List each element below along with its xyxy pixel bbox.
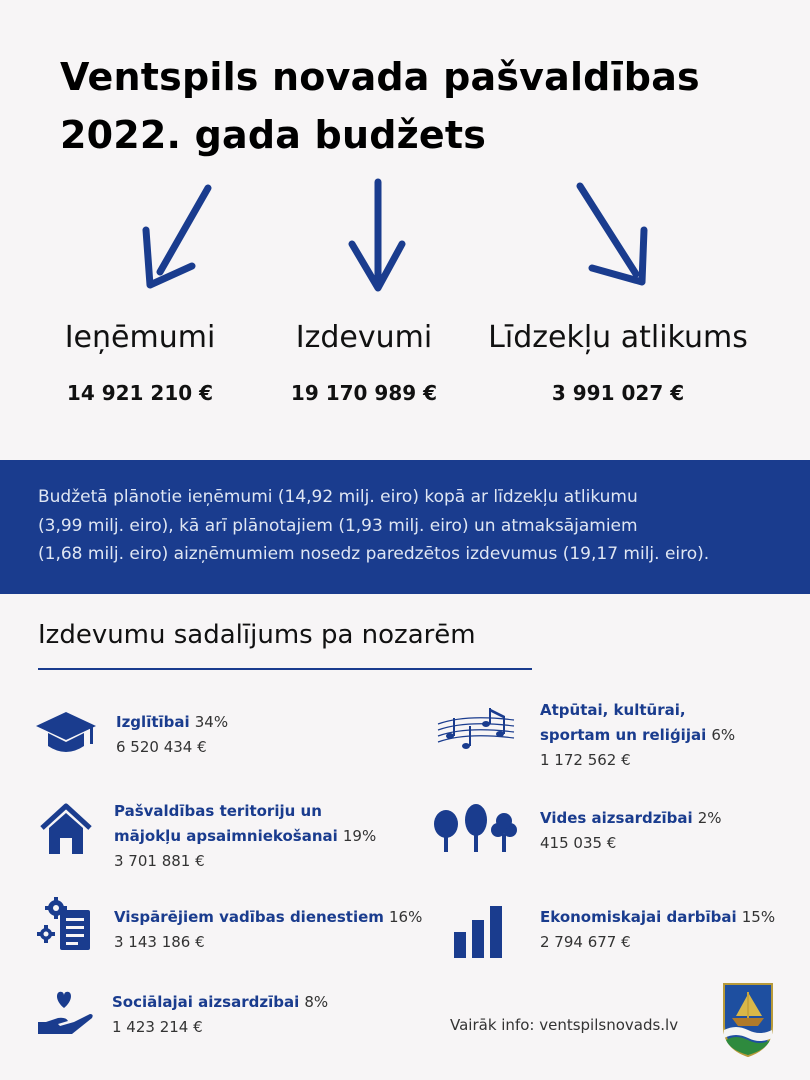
- trees-icon: [432, 804, 520, 854]
- category-housing: [114, 799, 376, 873]
- info-band-line-2: (3,99 milj. eiro), kā arī plānotajiem (1,93 milj. eiro) un atmaksājamiem: [38, 515, 638, 536]
- summary-label-balance: Līdzekļu atlikums: [488, 320, 748, 355]
- category-percent: 15%: [741, 908, 776, 926]
- summary-label-expenses: Izdevumi: [295, 320, 433, 355]
- category-amount: 3 143 186 €: [114, 933, 205, 951]
- category-name: Vispārējiem vadības dienestiem: [114, 908, 384, 926]
- gear-clipboard-icon: [36, 896, 94, 952]
- category-percent: 16%: [388, 908, 423, 926]
- info-band-text: [38, 483, 798, 569]
- category-name: Izglītībai: [116, 713, 190, 731]
- section-divider: [38, 668, 532, 670]
- category-percent: 34%: [194, 713, 229, 731]
- title-line-1: Ventspils novada pašvaldības: [60, 55, 700, 99]
- section-title: Izdevumu sadalījums pa nozarēm: [38, 620, 476, 650]
- category-recreation: [540, 698, 735, 772]
- category-amount: 415 035 €: [540, 834, 617, 852]
- graduation-cap-icon: [34, 708, 98, 760]
- page-title: [60, 48, 760, 164]
- category-social-protection: [112, 990, 328, 1039]
- category-name: Sociālajai aizsardzībai: [112, 993, 300, 1011]
- info-band-line-1: Budžetā plānotie ieņēmumi (14,92 milj. eiro) kopā ar līdzekļu atlikumu: [38, 487, 638, 507]
- house-icon: [38, 800, 94, 856]
- arrow-down-icon: [342, 176, 412, 296]
- heart-hand-icon: [36, 988, 96, 1038]
- info-band-line-3: (1,68 milj. eiro) aizņēmumiem nosedz paredzētos izdevumus (19,17 milj. eiro).: [38, 544, 710, 564]
- music-notes-icon: [436, 706, 516, 754]
- category-amount: 1 423 214 €: [112, 1018, 203, 1036]
- category-amount: 3 701 881 €: [114, 852, 205, 870]
- category-percent: 8%: [304, 993, 329, 1011]
- category-environment: [540, 806, 722, 855]
- category-amount: 6 520 434 €: [116, 738, 207, 756]
- category-name-line-2: sportam un reliģijai: [540, 726, 707, 744]
- category-name: Vides aizsardzībai: [540, 809, 693, 827]
- arrow-down-right-icon: [568, 178, 658, 293]
- category-percent: 6%: [711, 726, 736, 744]
- category-amount: 1 172 562 €: [540, 751, 631, 769]
- more-info-link[interactable]: Vairāk info: ventspilsnovads.lv: [450, 1016, 679, 1034]
- category-amount: 2 794 677 €: [540, 933, 631, 951]
- category-name: Ekonomiskajai darbībai: [540, 908, 737, 926]
- summary-value-revenue: 14 921 210 €: [66, 381, 214, 405]
- title-line-2: 2022. gada budžets: [60, 113, 487, 157]
- coat-of-arms-icon: [722, 982, 774, 1058]
- category-general-services: [114, 905, 422, 954]
- category-education: [116, 710, 228, 759]
- category-economic: [540, 905, 775, 954]
- category-percent: 2%: [697, 809, 722, 827]
- bar-chart-icon: [452, 904, 508, 960]
- summary-label-revenue: Ieņēmumi: [64, 320, 216, 355]
- summary-value-balance: 3 991 027 €: [551, 381, 685, 405]
- category-percent: 19%: [342, 827, 377, 845]
- category-name-line-2: mājokļu apsaimniekošanai: [114, 827, 338, 845]
- summary-value-expenses: 19 170 989 €: [290, 381, 438, 405]
- category-name-line-1: Pašvaldības teritoriju un: [114, 802, 322, 820]
- arrow-down-left-icon: [130, 180, 230, 295]
- category-name-line-1: Atpūtai, kultūrai,: [540, 701, 686, 719]
